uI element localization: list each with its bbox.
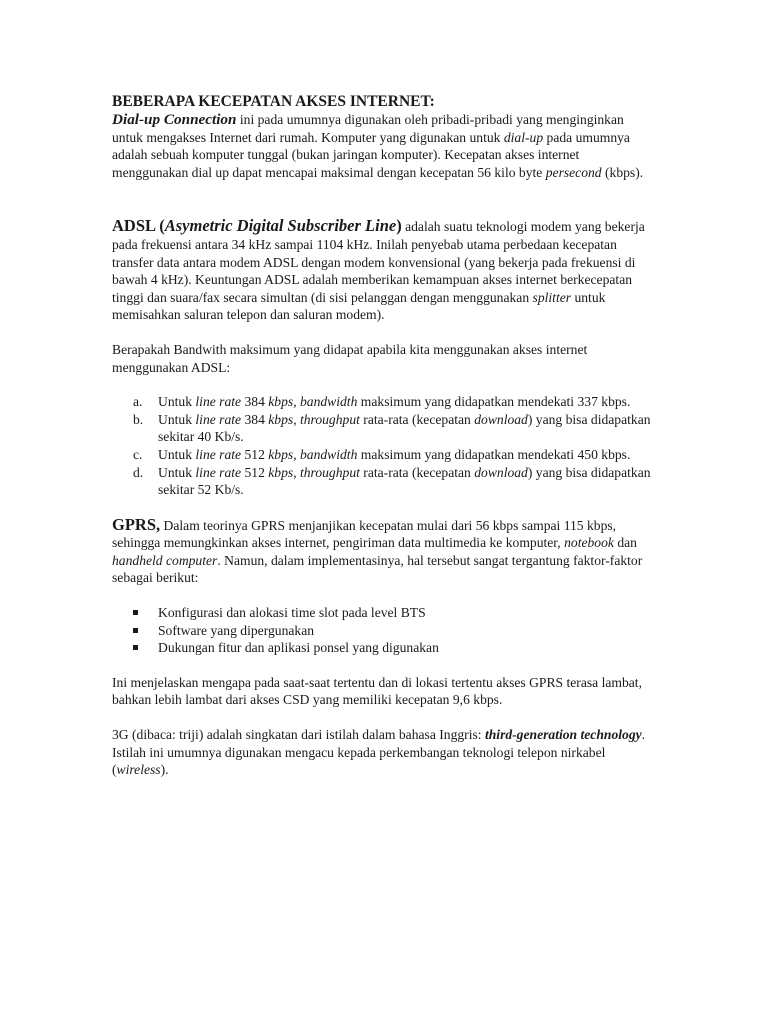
item-text: ,	[293, 464, 300, 480]
gprs-text-2: dan	[613, 535, 637, 551]
adsl-close-paren: )	[396, 216, 402, 236]
item-text: Untuk	[158, 411, 196, 427]
item-text: Untuk	[158, 394, 196, 410]
list-marker: b.	[133, 411, 144, 427]
dialup-italic: dial-up	[503, 129, 544, 145]
spacer	[112, 657, 656, 674]
item-text: Untuk	[158, 446, 196, 462]
list-item	[112, 393, 656, 411]
spacer	[112, 499, 656, 516]
item-text: rata-rata (kecepatan	[359, 464, 475, 480]
item-text: 512	[241, 446, 269, 462]
dialup-text-1: ini pada umumnya digunakan oleh pribadi-pribadi yang menginginkan untuk mengakses Internet dari rumah. Komputer yang digunakan untuk	[112, 112, 624, 145]
adsl-open-paren: (	[155, 216, 165, 236]
dialup-text-2: pada umumnya adalah sebuah komputer tunggal (bukan jaringan komputer). Kecepatan akses internet menggunakan dial up dapat mencapai maksimal dengan kecepatan 56 kilo byte	[112, 129, 630, 180]
3g-text-1: 3G (dibaca: triji) adalah singkatan dari istilah dalam bahasa Inggris:	[112, 727, 485, 743]
spacer	[112, 376, 656, 393]
3g-text-3: ).	[160, 762, 169, 778]
bandwidth-list	[112, 393, 656, 499]
list-item	[112, 411, 656, 446]
handheld-italic: handheld computer	[112, 552, 218, 568]
item-text: Untuk	[158, 464, 196, 480]
item-italic: bandwidth	[299, 446, 358, 462]
adsl-expansion: Asymetric Digital Subscriber Line	[164, 216, 397, 236]
adsl-text-1: adalah suatu teknologi modem yang bekerja pada frekuensi antara 34 kHz sampai 1104 kHz. Inilah penyebab utama perbedaan kecepatan transfer data antara modem ADSL dengan modem konvensional (yang bekerja pada frekuensi di bawah 4 kHz). Keuntungan ADSL adalah memberikan kemampuan akses internet berkecepatan tinggi dan suara/fax secara simultan (di sisi pelanggan dengan menggunakan	[112, 219, 645, 305]
adsl-text-2: untuk memisahkan saluran telepon dan saluran modem).	[112, 289, 606, 323]
gprs-explain-paragraph: Ini menjelaskan mengapa pada saat-saat tertentu dan di lokasi tertentu akses GPRS terasa lambat, bahkan lebih lambat dari akses CSD yang memiliki kecepatan 9,6 kbps.	[112, 674, 642, 708]
list-item	[112, 639, 656, 657]
spacer	[112, 181, 656, 217]
gprs-term: GPRS,	[112, 514, 161, 534]
item-text: ) yang bisa didapatkan sekitar 52 Kb/s.	[158, 464, 651, 498]
item-text: 512	[241, 464, 269, 480]
item-italic: line rate	[195, 411, 242, 427]
wireless-italic: wireless	[116, 762, 161, 778]
list-item	[112, 604, 656, 622]
item-italic: throughput	[299, 464, 360, 480]
item-italic: kbps	[268, 446, 294, 462]
bullet-icon	[133, 610, 138, 615]
dialup-text-3: (kbps).	[601, 164, 644, 180]
item-text: ,	[293, 394, 300, 410]
splitter-italic: splitter	[532, 289, 572, 305]
spacer	[112, 709, 656, 726]
list-item	[112, 464, 656, 499]
item-text: ,	[293, 411, 300, 427]
item-italic: download	[474, 464, 528, 480]
list-marker: c.	[133, 446, 143, 462]
spacer	[112, 587, 656, 604]
item-italic: line rate	[195, 446, 242, 462]
notebook-italic: notebook	[564, 535, 614, 551]
item-italic: line rate	[195, 394, 242, 410]
item-text: ) yang bisa didapatkan sekitar 40 Kb/s.	[158, 411, 651, 445]
3g-paragraph	[112, 726, 656, 779]
list-item	[112, 446, 656, 464]
item-italic: throughput	[299, 411, 360, 427]
persecond-italic: persecond	[545, 164, 602, 180]
item-italic: line rate	[195, 464, 242, 480]
list-item	[112, 622, 656, 640]
item-italic: download	[474, 411, 528, 427]
list-marker: d.	[133, 464, 144, 480]
item-text: maksimum yang didapatkan mendekati 450 kbps.	[357, 446, 631, 462]
factor-text: Software yang dipergunakan	[158, 622, 315, 638]
list-marker: a.	[133, 394, 143, 410]
item-text: ,	[293, 446, 300, 462]
factor-text: Dukungan fitur dan aplikasi ponsel yang digunakan	[158, 640, 439, 656]
factor-text: Konfigurasi dan alokasi time slot pada level BTS	[158, 605, 426, 621]
bullet-icon	[133, 628, 138, 633]
item-italic: kbps	[268, 464, 294, 480]
item-text: rata-rata (kecepatan	[359, 411, 475, 427]
gprs-factor-list	[112, 604, 656, 657]
adsl-abbrev: ADSL	[112, 216, 156, 236]
item-italic: kbps	[268, 411, 294, 427]
adsl-term	[112, 216, 402, 235]
item-italic: kbps	[268, 394, 294, 410]
item-italic: bandwidth	[299, 394, 358, 410]
gprs-text-3: . Namun, dalam implementasinya, hal tersebut sangat tergantung faktor-faktor sebagai berikut:	[112, 552, 643, 586]
adsl-paragraph	[112, 217, 656, 324]
item-text: 384	[241, 394, 269, 410]
3g-text-2: . Istilah ini umumnya digunakan mengacu kepada perkembangan teknologi telepon nirkabel (	[112, 727, 646, 778]
spacer	[112, 324, 656, 341]
dialup-paragraph	[112, 111, 656, 181]
gprs-text-1: Dalam teorinya GPRS menjanjikan kecepatan mulai dari 56 kbps sampai 115 kbps, sehingga memungkinkan akses internet, pengiriman data multimedia ke komputer,	[112, 517, 617, 551]
bullet-icon	[133, 645, 138, 650]
dialup-term: Dial-up Connection	[112, 111, 237, 128]
3g-term: third-generation technology	[484, 727, 642, 743]
gprs-paragraph	[112, 516, 656, 587]
item-text: maksimum yang didapatkan mendekati 337 kbps.	[357, 394, 631, 410]
bandwidth-question: Berapakah Bandwith maksimum yang didapat apabila kita menggunakan akses internet menggunakan ADSL:	[112, 341, 588, 375]
item-text: 384	[241, 411, 269, 427]
document-title: BEBERAPA KECEPATAN AKSES INTERNET:	[112, 93, 435, 110]
